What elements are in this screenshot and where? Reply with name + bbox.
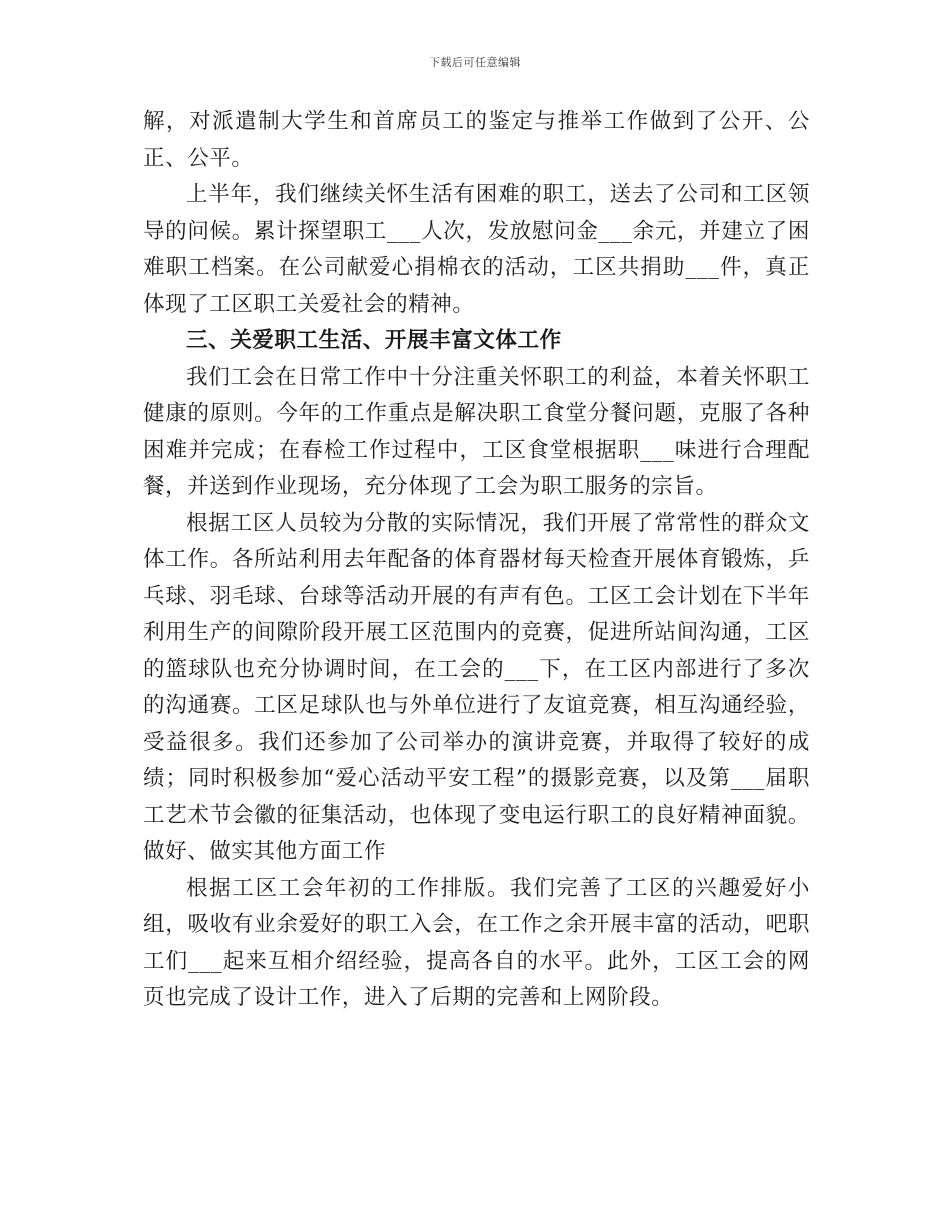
document-body bbox=[143, 104, 810, 1017]
paragraph-canteen: 我们工会在日常工作中十分注重关怀职工的利益，本着关怀职工健康的原则。今年的工作重点是解决职工食堂分餐问题，克服了各种困难并完成；在春检工作过程中，工区食堂根据职___味进行合理配餐，并送到作业现场，充分体现了工会为职工服务的宗旨。 bbox=[143, 364, 810, 499]
paragraph-interest-groups: 根据工区工会年初的工作排版。我们完善了工区的兴趣爱好小组，吸收有业余爱好的职工入会，在工作之余开展丰富的活动，吧职工们___起来互相介绍经验，提高各自的水平。此外，工区工会的网页也完成了设计工作，进入了后期的完善和上网阶段。 bbox=[143, 875, 810, 1010]
page-header: 下载后可任意编辑 bbox=[429, 56, 521, 69]
paragraph-continuation: 解，对派遣制大学生和首席员工的鉴定与推举工作做到了公开、公正、公平。 bbox=[143, 109, 810, 171]
section-heading-three: 三、关爱职工生活、开展丰富文体工作 bbox=[186, 328, 562, 353]
paragraph-sports-culture: 根据工区人员较为分散的实际情况，我们开展了常常性的群众文体工作。各所站利用去年配备的体育器材每天检查开展体育锻炼，乒乓球、羽毛球、台球等活动开展的有声有色。工区工会计划在下半年利用生产的间隙阶段开展工区范围内的竞赛，促进所站间沟通，工区的篮球队也充分协调时间，在工会的___下，在工区内部进行了多次的沟通赛。工区足球队也与外单位进行了友谊竞赛，相互沟通经验，受益很多。我们还参加了公司举办的演讲竞赛，并取得了较好的成绩；同时积极参加“爱心活动平安工程”的摄影竞赛，以及第___届职工艺术节会徽的征集活动，也体现了变电运行职工的良好精神面貌。做好、做实其他方面工作 bbox=[143, 510, 810, 864]
paragraph-care-difficult-workers: 上半年，我们继续关怀生活有困难的职工，送去了公司和工区领导的问候。累计探望职工___人次，发放慰问金___余元，并建立了困难职工档案。在公司献爱心捐棉衣的活动，工区共捐助___件，真正体现了工区职工关爱社会的精神。 bbox=[143, 182, 810, 317]
